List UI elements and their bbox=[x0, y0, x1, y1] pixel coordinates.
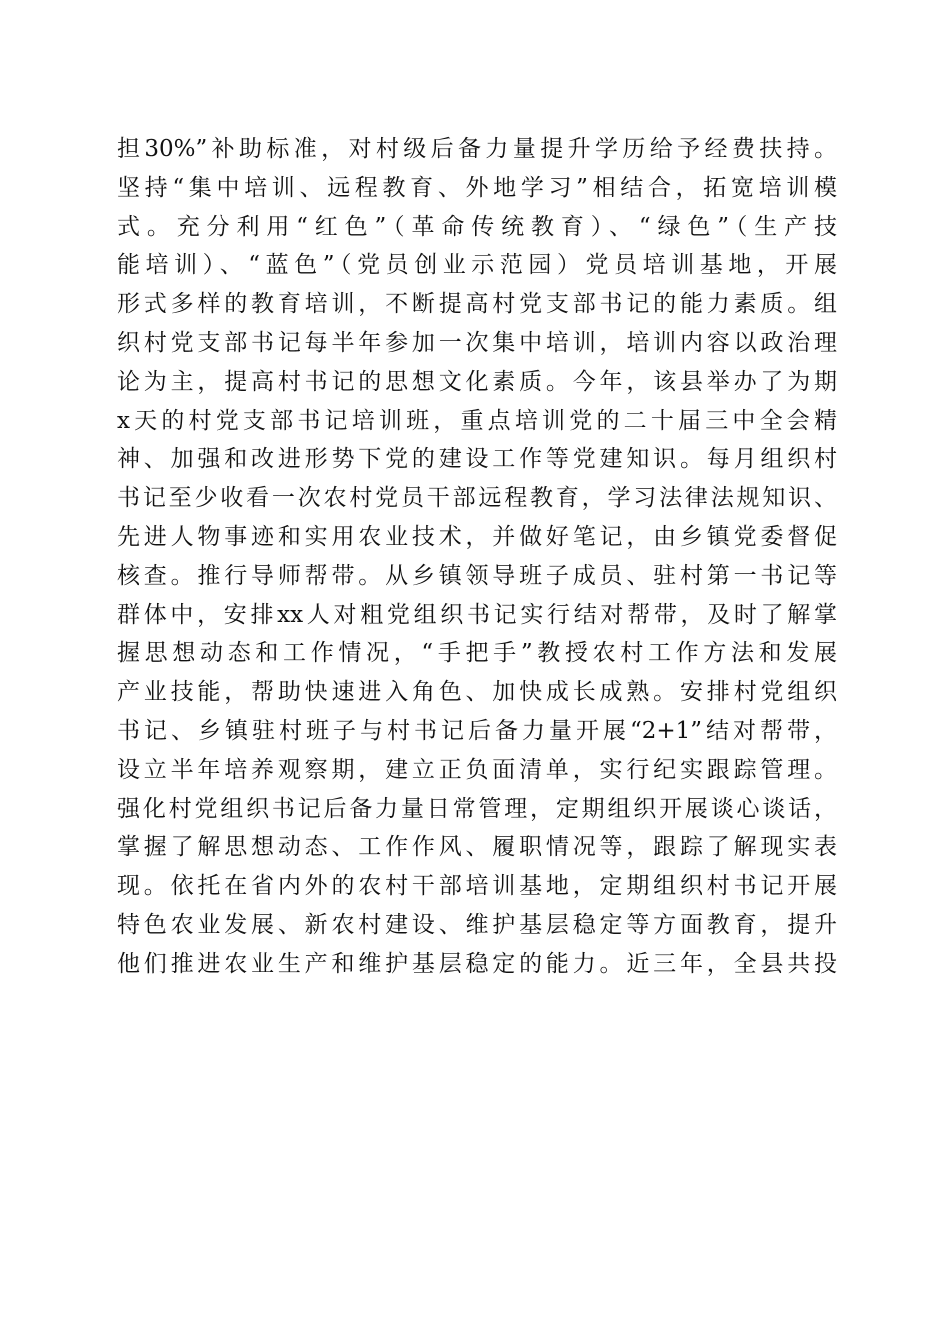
text-line: 织村党支部书记每半年参加一次集中培训，培训内容以政治理 bbox=[117, 329, 837, 356]
text-line: 能培训）、“蓝色”（党员创业示范园）党员培训基地，开展 bbox=[117, 252, 837, 279]
text-line: 形式多样的教育培训，不断提高村党支部书记的能力素质。组 bbox=[117, 291, 837, 318]
text-line: 他们推进农业生产和维护基层稳定的能力。近三年，全县共投 bbox=[117, 950, 837, 977]
text-line: 握思想动态和工作情况，“手把手”教授农村工作方法和发展 bbox=[117, 640, 837, 667]
text-line: 核查。推行导师帮带。从乡镇领导班子成员、驻村第一书记等 bbox=[117, 562, 837, 589]
text-line: 群体中，安排xx人对粗党组织书记实行结对帮带，及时了解掌 bbox=[117, 601, 837, 628]
text-line: 式。充分利用“红色”（革命传统教育）、“绿色”（生产技 bbox=[117, 213, 837, 240]
text-line: 论为主，提高村书记的思想文化素质。今年，该县举办了为期 bbox=[117, 368, 837, 395]
text-line: 特色农业发展、新农村建设、维护基层稳定等方面教育，提升 bbox=[117, 911, 837, 938]
text-line: x天的村党支部书记培训班，重点培训党的二十届三中全会精 bbox=[117, 407, 837, 434]
text-line: 神、加强和改进形势下党的建设工作等党建知识。每月组织村 bbox=[117, 446, 837, 473]
text-line: 书记、乡镇驻村班子与村书记后备力量开展“2+1”结对帮带， bbox=[117, 717, 837, 744]
text-line: 设立半年培养观察期，建立正负面清单，实行纪实跟踪管理。 bbox=[117, 756, 837, 783]
text-line: 产业技能，帮助快速进入角色、加快成长成熟。安排村党组织 bbox=[117, 679, 837, 706]
text-line: 现。依托在省内外的农村干部培训基地，定期组织村书记开展 bbox=[117, 873, 837, 900]
text-line: 先进人物事迹和实用农业技术，并做好笔记，由乡镇党委督促 bbox=[117, 523, 837, 550]
text-line: 强化村党组织书记后备力量日常管理，定期组织开展谈心谈话， bbox=[117, 795, 837, 822]
text-line: 担30%”补助标准，对村级后备力量提升学历给予经费扶持。 bbox=[117, 136, 837, 162]
text-line: 坚持“集中培训、远程教育、外地学习”相结合，拓宽培训模 bbox=[117, 174, 837, 201]
text-line: 掌握了解思想动态、工作作风、履职情况等，跟踪了解现实表 bbox=[117, 834, 837, 861]
text-line: 书记至少收看一次农村党员干部远程教育，学习法律法规知识、 bbox=[117, 485, 837, 512]
body-text bbox=[117, 130, 837, 984]
